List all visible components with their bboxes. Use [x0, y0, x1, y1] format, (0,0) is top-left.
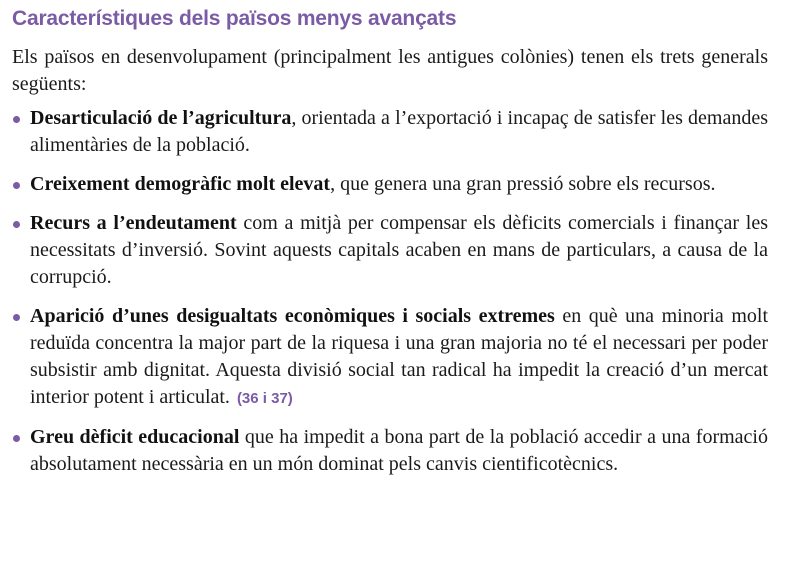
- bullet-icon: [13, 314, 20, 321]
- item-text: com a mitjà per compensar els dèficits comercials i finançar les necessitats d’inversió. Sovint aquests capitals acaben en mans de particulars, a causa de la corrupció.: [30, 212, 768, 288]
- list-item: [12, 105, 768, 159]
- item-term: Recurs a l’endeutament: [30, 212, 237, 234]
- bullet-icon: [13, 221, 20, 228]
- item-term: Desarticulació de l’agricultura: [30, 107, 292, 129]
- item-text: , que genera una gran pressió sobre els recursos.: [330, 173, 716, 195]
- item-text: en què una minoria molt reduïda concentra la major part de la riquesa i una gran majoria no té el necessari per poder subsistir amb dignitat. Aquesta divisió social tan radical ha impedit la creació d’un mercat interior potent i articulat.: [30, 305, 769, 408]
- bullet-icon: [13, 435, 20, 442]
- section-heading: Característiques dels països menys avançats: [12, 7, 457, 30]
- list-item: [12, 210, 768, 291]
- item-text: , orientada a l’exportació i incapaç de satisfer les demandes alimentàries de la població.: [30, 107, 769, 156]
- cross-reference: (36 i 37): [236, 390, 293, 407]
- item-text: que ha impedit a bona part de la població accedir a una formació absolutament necessària en un món dominat pels canvis cientificotècnics.: [30, 426, 768, 475]
- list-item: [12, 424, 768, 478]
- bullet-icon: [13, 182, 20, 189]
- list-item: [12, 303, 768, 412]
- item-term: Aparició d’unes desigualtats econòmiques i socials extremes: [30, 305, 555, 327]
- bullet-icon: [13, 116, 20, 123]
- list-item: [12, 171, 768, 198]
- intro-paragraph: Els països en desenvolupament (principalment les antigues colònies) tenen els trets generals següents:: [12, 46, 768, 95]
- item-term: Creixement demogràfic molt elevat: [30, 173, 331, 195]
- item-term: Greu dèficit educacional: [30, 426, 240, 448]
- traits-list: [12, 105, 768, 478]
